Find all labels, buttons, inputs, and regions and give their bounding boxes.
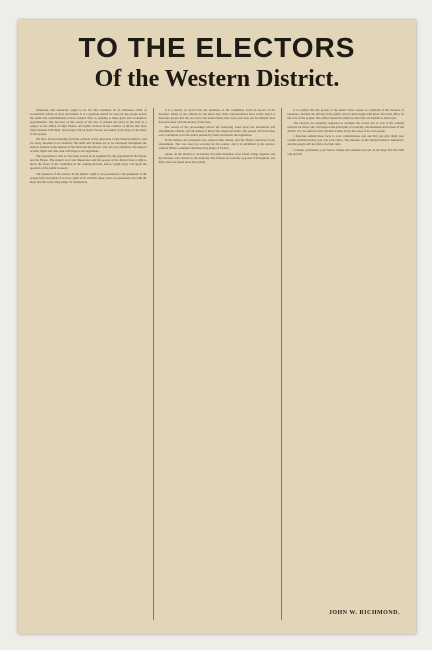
paragraph: The electors are earnestly requested to examine the record and to vote at the coming election for those who will support the principles of economy, retrenchment and reform. If the district is to be relieved of its burdens it must be by the votes of its own people. [287,121,405,134]
paragraph: Tennessee and Kentucky ought to be the first members in an unbroken chain of economical reform of state and nation. It is a question settled for once by the people before the public the establishment is most wanted. Now is opening to these great and economical appointments. The increase of this salary in the day of present the taxes in the state is a subject to the affairs of high finance and public interest in the conduct of affairs that have long relations with them. Our people will be heard. We are not united in the hope of the better of the people. [30,108,147,136]
paragraph: The opposition to this act has been voiced as an argument by the opposition in the Senate and the House. The subject is of vast importance and the people of the district have a right to know the views of the candidates in the coming election, and to weigh every vote upon the question of the public treasury. [30,154,147,171]
paragraph: In the Senate, the resolution was adopted after debate, and the House concurred in the amendment. The vote stood as recorded in the journal, and it is submitted to the electors without further comment, that they may judge of it fairly. [158,138,276,151]
paragraph: We have all been hearing from the wisdom of the advocates of the Western District, and for every measure to be assisted. The tariff and revenue are to be discussed throughout the state in relation to the interest of the farm and the laborer, who are ever entitled to the support of their rights and who look with hope to the legislature. [30,137,147,154]
broadside-title: TO THE ELECTORS [78,32,356,63]
column-left [30,108,147,620]
paragraph: The question of the salaries in the district ought to be presented for the judgment of the people fully and fairly. It is in no spirit of ill will that these views are presented, but with the hope that the voters may judge for themselves. [30,171,147,184]
paragraph: I therefore submit these facts to your consideration, and ask that you give them your careful attention before you cast your ballot. The interests of the Western District demand it, and the people will not fail to do their duty. [287,134,405,147]
column-middle [153,108,276,620]
paragraph: Again, on the motion to reconsider, the same members were found voting together, and the measure was carried by the majority. The friends of economy opposed it throughout, and their votes are found upon the journal. [158,151,276,164]
column-right [281,108,404,620]
paragraph: It is evident that the people of the district have reason to complain of the increase of expenses, and that the reform of the public service must begin with those who hold office by the vote of the people. The offices should be filled by men who are faithful to their trust. [287,108,405,120]
paragraph: It is a matter of record that the members of the committee voted in favour of the measure. Many of our citizens do not know how their representatives have voted, and it is therefore proper that the record be laid before them, that every man may see for himself what has been done with the money of the state. [158,108,276,124]
paragraph: The record of the proceedings shows the following votes upon the resolutions and amendments offered, and the names of those who supported them. The people will draw their own conclusion as to the course pursued by their servants in the legislature. [158,125,276,138]
text-columns [30,108,404,620]
signature-name: JOHN W. RICHMOND. [325,610,400,616]
broadside-subtitle: Of the Western District. [94,66,340,92]
paragraph: I remain, gentlemen, your fellow citizen and obedient servant, in the hope that the truth will prevail. [287,147,405,156]
broadside-sheet [18,20,416,634]
